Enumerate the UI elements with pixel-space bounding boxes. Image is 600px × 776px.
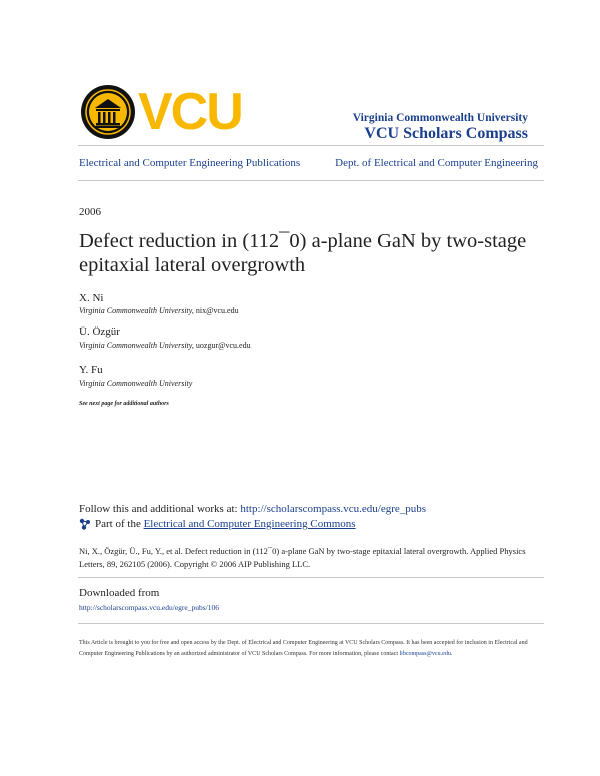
download-url-link[interactable]: http://scholarscompass.vcu.edu/egre_pubs/106 — [79, 603, 219, 612]
contact-email-link[interactable]: libcompass@vcu.edu — [399, 651, 451, 657]
follow-url-link[interactable]: http://scholarscompass.vcu.edu/egre_pubs — [240, 503, 427, 515]
paper-title: Defect reduction in (112¯0) a-plane GaN by two-stage epitaxial lateral overgrowth — [79, 230, 527, 276]
publications-series-link[interactable]: Electrical and Computer Engineering Publications — [79, 157, 301, 169]
university-name[interactable]: Virginia Commonwealth University — [352, 112, 528, 124]
author-name: X. Ni — [79, 292, 104, 304]
author-email[interactable]: nix@vcu.edu — [195, 306, 239, 315]
header-divider-bottom — [78, 180, 544, 181]
author-affiliation: Virginia Commonwealth University, uozgur@vcu.edu — [79, 341, 251, 350]
notice-text: This Article is brought to you for free and open access by the Dept. of Electrical and Computer Engineering at VCU Scholars Compass. It has been accepted for inclusion in Electrical and Computer Engineering Publications by an authorized administrator of VCU Scholars Compass. For more information, please contact — [79, 640, 528, 657]
header-divider-top — [78, 145, 544, 146]
department-link[interactable]: Dept. of Electrical and Computer Engineering — [335, 157, 538, 169]
part-of-line — [79, 518, 356, 530]
author-affiliation: Virginia Commonwealth University, nix@vcu.edu — [79, 306, 239, 315]
citation-divider — [78, 577, 544, 578]
author-name: Y. Fu — [79, 364, 103, 376]
download-divider — [78, 623, 544, 624]
downloaded-from-heading: Downloaded from — [79, 587, 160, 599]
follow-line — [79, 503, 426, 515]
follow-label: Follow this and additional works at: — [79, 503, 238, 515]
network-icon — [79, 518, 91, 530]
publication-year: 2006 — [79, 206, 101, 218]
access-notice: This Article is brought to you for free and open access by the Dept. of Electrical and Computer Engineering at VCU Scholars Compass. It has been accepted for inclusion in Electrical and Computer Engineering Publications by an authorized administrator of VCU Scholars Compass. For more information, please contact libcompass@vcu.edu. — [79, 640, 528, 657]
vcu-seal-icon — [80, 84, 136, 140]
part-of-label: Part of the — [95, 518, 141, 530]
vcu-logo — [80, 84, 242, 140]
author-email[interactable]: uozgur@vcu.edu — [195, 341, 251, 350]
author-affiliation: Virginia Commonwealth University — [79, 379, 193, 388]
institution-block — [353, 112, 528, 143]
author-name: Ü. Özgür — [79, 326, 120, 338]
vcu-wordmark: VCU — [138, 83, 242, 141]
repository-name[interactable]: VCU Scholars Compass — [364, 125, 528, 142]
more-authors-note: See next page for additional authors — [79, 401, 169, 407]
commons-link[interactable]: Electrical and Computer Engineering Commons — [143, 518, 356, 530]
citation-text: Ni, X., Özgür, Ü., Fu, Y., et al. Defect reduction in (112¯0) a-plane GaN by two-stage epitaxial lateral overgrowth. Applied Physics Letters, 89, 262105 (2006). Copyright © 2006 AIP Publishing LLC. — [79, 546, 526, 569]
